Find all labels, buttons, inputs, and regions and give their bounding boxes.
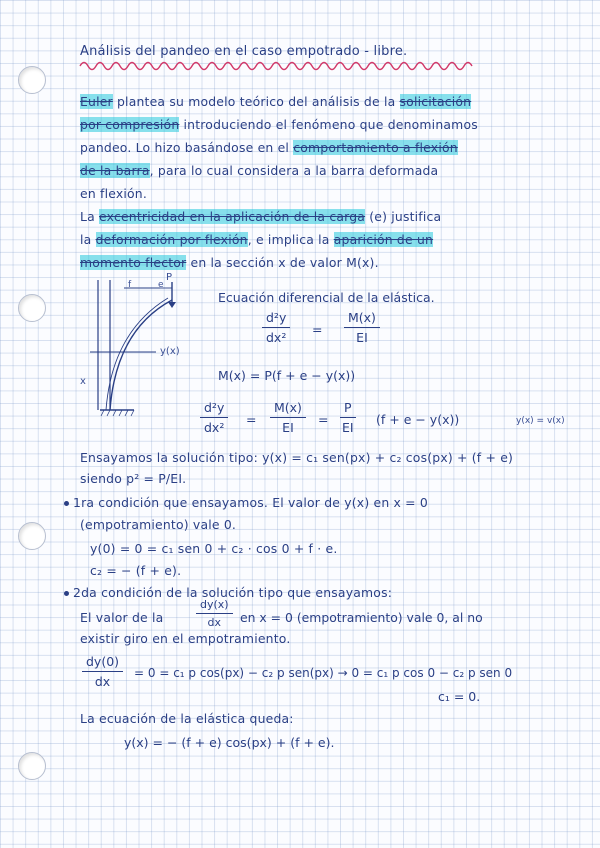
eq2-equals-1: =	[246, 412, 257, 427]
siendo-line: siendo p² = P/EI.	[80, 471, 187, 486]
cond2-c1-result: c₁ = 0.	[438, 689, 481, 704]
cond2-line3: existir giro en el empotramiento.	[80, 631, 291, 646]
column-diagram	[76, 270, 206, 420]
final-equation: y(x) = − (f + e) cos(px) + (f + e).	[124, 735, 335, 750]
title-underline	[78, 60, 488, 72]
diagram-label-y: y(x)	[160, 346, 180, 357]
eq2-lhs: $\frac{\text{d²y}}{\text{dx²}}$	[200, 400, 228, 435]
eq2-tail: (f + e − y(x))	[376, 412, 460, 427]
cond2-dy-dx: $\frac{dy(x)}{dx}$	[196, 598, 233, 629]
cond1-line4: c₂ = − (f + e).	[90, 563, 182, 578]
diagram-label-f: f	[128, 280, 132, 290]
eq2-p-over-ei: $\frac{P}{EI}$	[341, 400, 354, 435]
binder-hole	[18, 752, 46, 780]
para1-line3: pandeo. Lo hizo basándose en el comportamiento a flexión	[80, 140, 458, 155]
binder-hole	[18, 294, 46, 322]
cond2-derivative-equation: = 0 = c₁ p cos(px) − c₂ p sen(px) → 0 = c₁ p cos 0 − c₂ p sen 0	[134, 666, 513, 680]
para2-line2: la deformación por flexión, e implica la aparición de un	[80, 232, 434, 247]
para1-line1: Euler plantea su modelo teórico del análisis de la solicitación	[80, 94, 472, 109]
diff-eq-equals: =	[312, 322, 323, 337]
para2-line1: La excentricidad en la aplicación de la carga (e) justifica	[80, 209, 442, 224]
diagram-label-p: P	[166, 272, 173, 283]
diff-eq-heading: Ecuación diferencial de la elástica.	[218, 290, 435, 305]
cond1-line2: (empotramiento) vale 0.	[80, 517, 237, 532]
eq2-mid: $\frac{M(x)}{EI}$	[270, 400, 306, 435]
diff-eq-lhs: $\frac{\text{d²y}}{\text{dx²}}$	[262, 310, 290, 345]
cond2-line1: 2da condición de la solución tipo que ensayamos:	[64, 585, 392, 600]
diff-eq-rhs: $\frac{M(x)}{EI}$	[344, 310, 380, 345]
diagram-label-e: e	[158, 280, 164, 290]
diagram-label-x: x	[80, 376, 86, 387]
para1-line5: en flexión.	[80, 186, 147, 201]
binder-hole	[18, 522, 46, 550]
cond2-line2-start: El valor de la	[80, 610, 164, 625]
para1-line4: de la barra, para lo cual considera a la barra deformada	[80, 163, 439, 178]
cond1-line1: 1ra condición que ensayamos. El valor de y(x) en x = 0	[64, 495, 428, 510]
eq2-note: y(x) = v(x)	[516, 416, 565, 426]
para2-line3: momento flector en la sección x de valor M(x).	[80, 255, 379, 270]
cond1-line3: y(0) = 0 = c₁ sen 0 + c₂ · cos 0 + f · e.	[90, 541, 338, 556]
cond2-line2-end: en x = 0 (empotramiento) vale 0, al no	[240, 610, 483, 625]
para1-line2: por compresión introduciendo el fenómeno que denominamos	[80, 117, 478, 132]
eq2-equals-2: =	[318, 412, 329, 427]
page-title: Análisis del pandeo en el caso empotrado - libre.	[80, 44, 408, 59]
binder-hole	[18, 66, 46, 94]
moment-equation: M(x) = P(f + e − y(x))	[218, 368, 356, 383]
trial-solution: Ensayamos la solución tipo: y(x) = c₁ sen(px) + c₂ cos(px) + (f + e)	[80, 450, 514, 465]
final-heading: La ecuación de la elástica queda:	[80, 711, 294, 726]
cond2-dy0-dx: $\frac{dy(0)}{dx}$	[82, 654, 123, 689]
